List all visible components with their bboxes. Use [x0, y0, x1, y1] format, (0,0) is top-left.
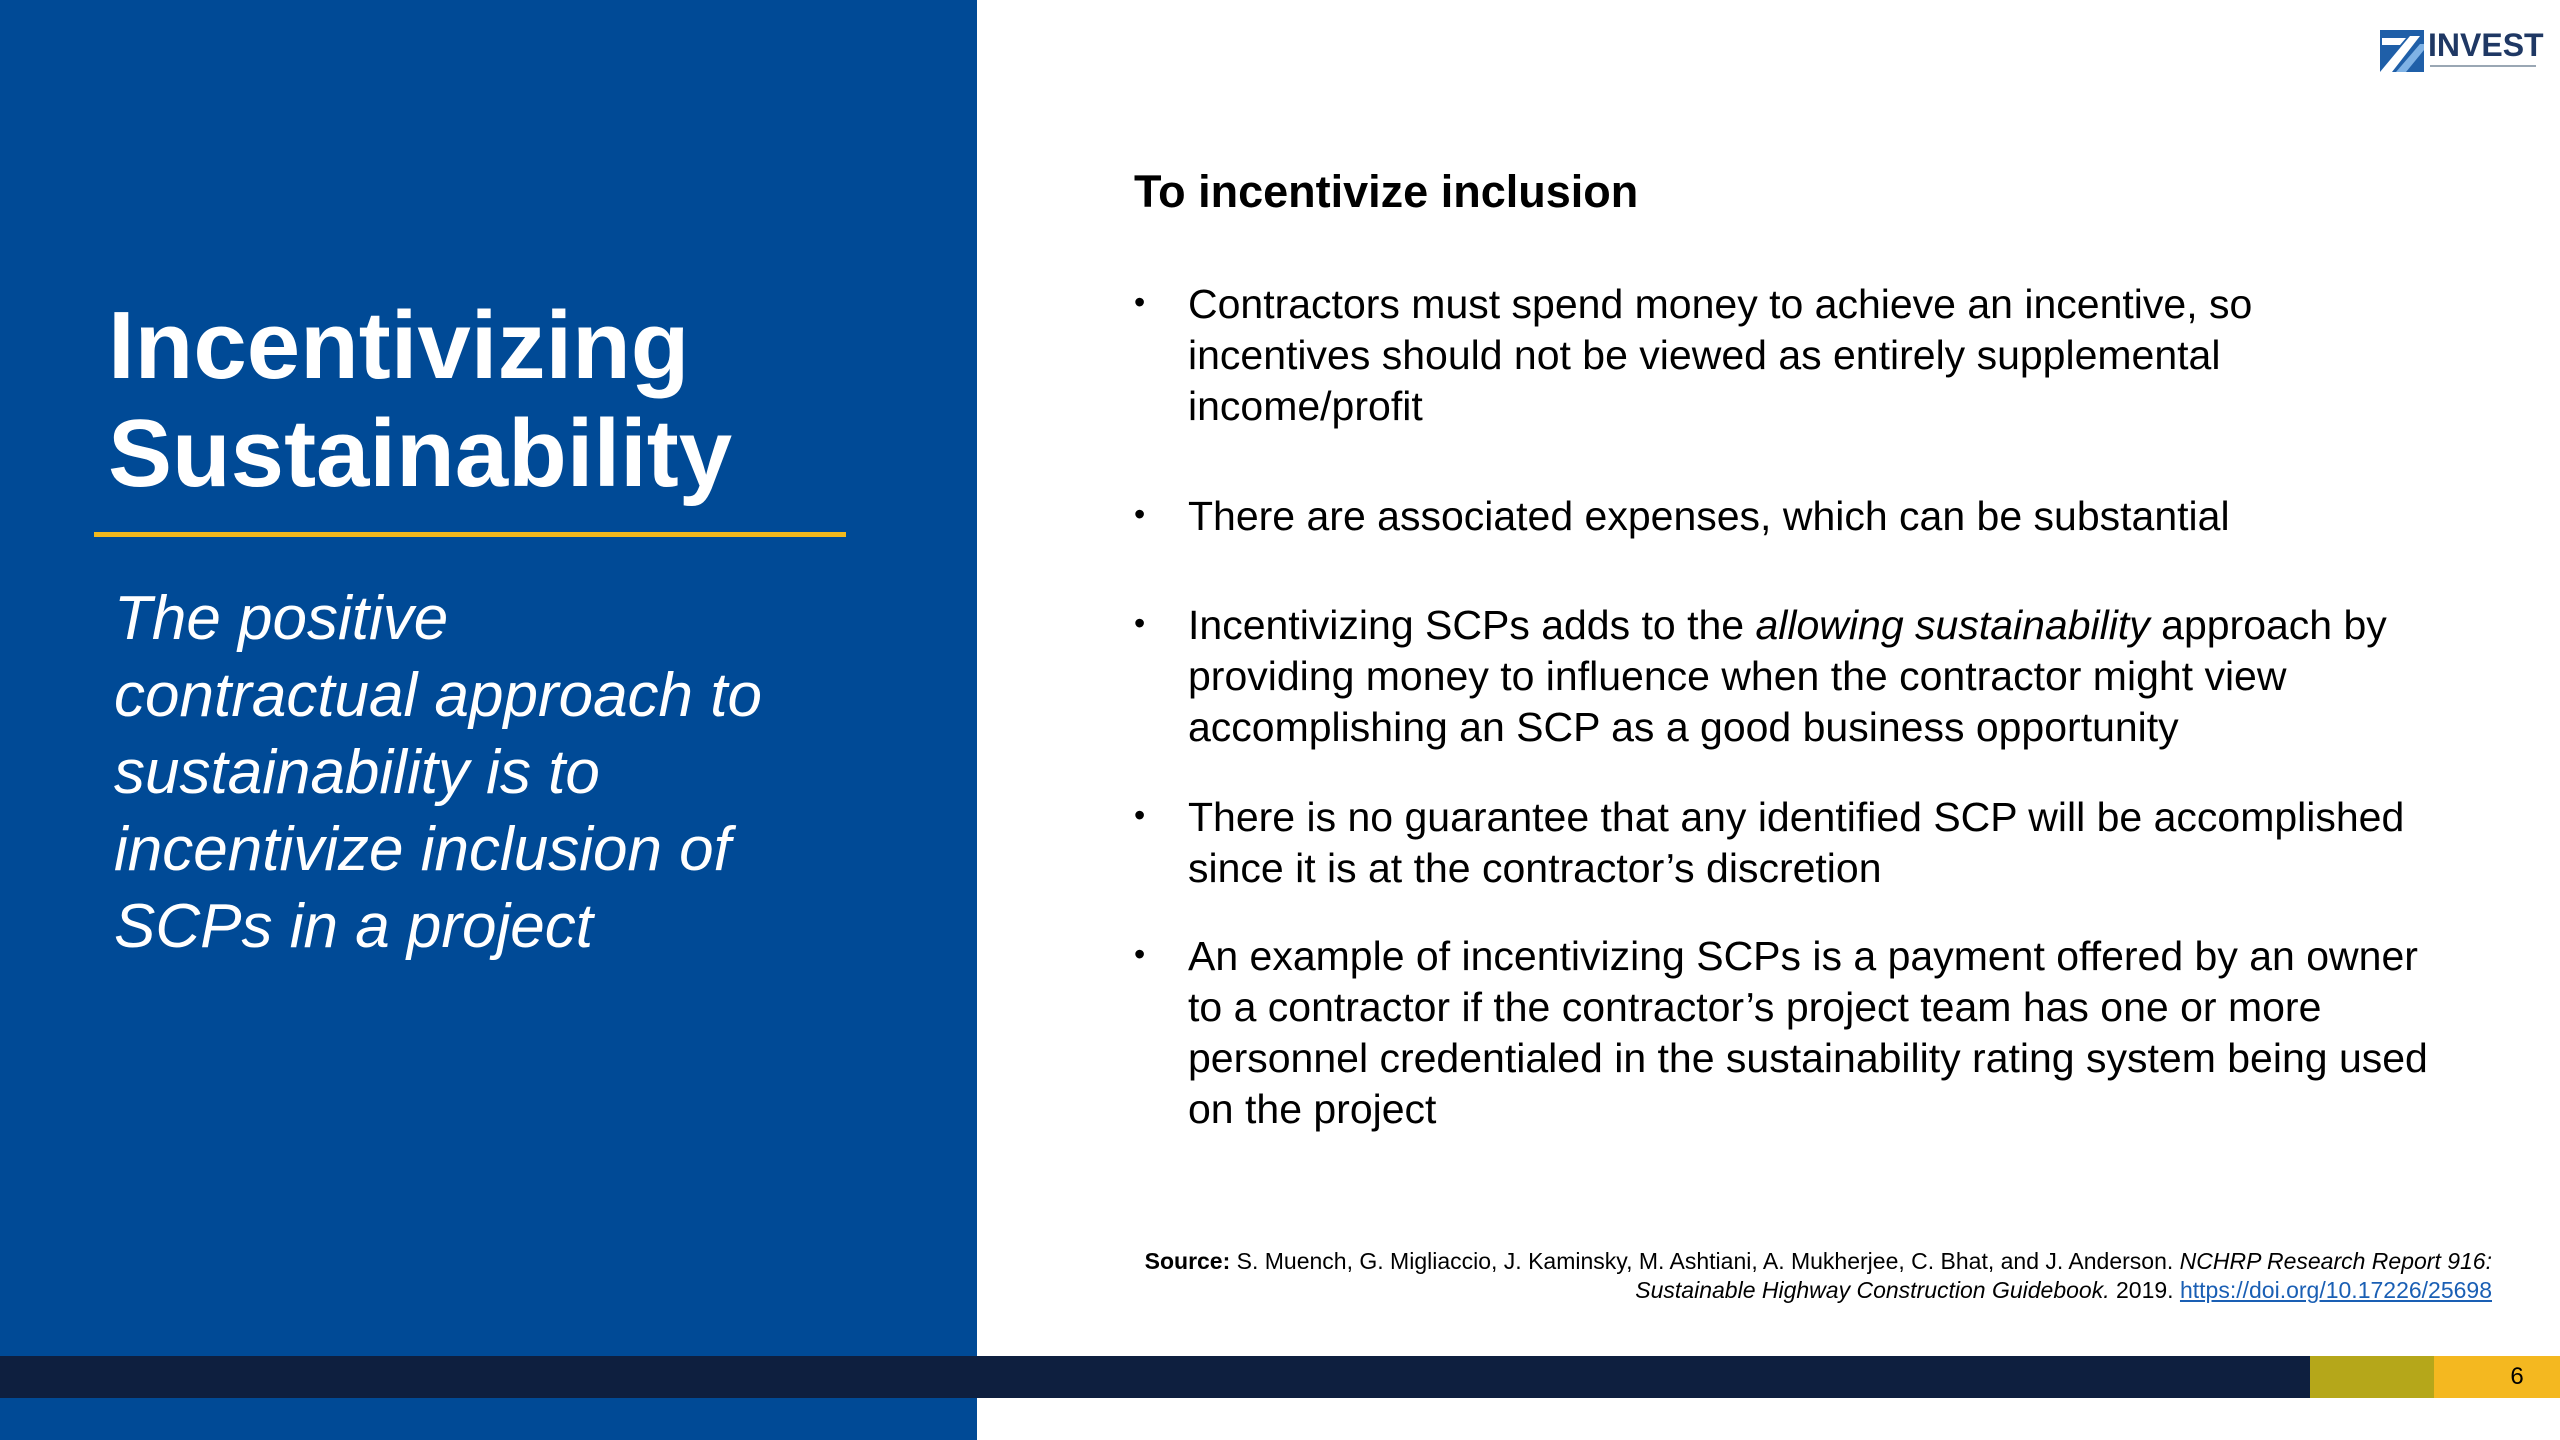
slide-subtitle: [114, 580, 874, 965]
subtitle-line: contractual approach to: [114, 661, 762, 730]
content-heading: To incentivize inclusion: [1134, 166, 1639, 217]
bullet-line: accomplishing an SCP as a good business opportunity: [1188, 704, 2179, 750]
page-number: 6: [2510, 1363, 2524, 1390]
bullet-line: There are associated expenses, which can be substantial: [1188, 493, 2230, 539]
bullet-dot: •: [1134, 797, 1146, 833]
subtitle-line: incentivize inclusion of: [114, 815, 731, 884]
title-underline-rule: [94, 532, 846, 537]
bullet-item: [1134, 600, 2514, 753]
invest-logo: [2380, 26, 2544, 76]
bullet-item: [1134, 279, 2514, 432]
bullet-text: [1134, 792, 2514, 894]
slide-title: [108, 292, 928, 508]
bullet-dot: •: [1134, 496, 1146, 532]
bullet-line: on the project: [1188, 1086, 1437, 1132]
bullet-line: An example of incentivizing SCPs is a payment offered by an owner: [1188, 933, 2418, 979]
footer-bar: [0, 1356, 2560, 1398]
bullet-text: [1134, 491, 2514, 542]
bullet-dot: •: [1134, 284, 1146, 320]
source-line-2: [972, 1276, 2492, 1305]
bullet-line: personnel credentialed in the sustainability rating system being used: [1188, 1035, 2428, 1081]
logo-tagline-mark: [2430, 64, 2536, 68]
source-line-1: [972, 1247, 2492, 1276]
source-doi-link[interactable]: https://doi.org/10.17226/25698: [2179, 1277, 2492, 1303]
bullet-text-segment: Incentivizing SCPs adds to the: [1188, 602, 1756, 648]
invest-road-logo-icon: [2380, 30, 2424, 72]
source-report-subtitle: Sustainable Highway Construction Guidebook.: [1635, 1277, 2110, 1303]
slide-title-line-2: Sustainability: [108, 400, 733, 507]
bullet-item: [1134, 491, 2514, 542]
bullet-line: incentives should not be viewed as entirely supplemental: [1188, 332, 2221, 378]
slide-title-line-1: Incentivizing: [108, 292, 690, 399]
footer-accent-olive: [2310, 1356, 2434, 1398]
subtitle-line: sustainability is to: [114, 738, 600, 807]
bullet-item: [1134, 931, 2514, 1135]
bullet-line: since it is at the contractor’s discretion: [1188, 845, 1882, 891]
logo-wordmark: INVEST: [2428, 27, 2544, 63]
source-citation: [972, 1247, 2492, 1305]
subtitle-line: SCPs in a project: [114, 892, 593, 961]
bullet-text: [1134, 931, 2514, 1135]
bullet-dot: •: [1134, 605, 1146, 641]
source-label: Source:: [1144, 1248, 1231, 1274]
bullet-text: [1134, 600, 2514, 753]
bullet-dot: •: [1134, 936, 1146, 972]
subtitle-line: The positive: [114, 584, 449, 653]
source-authors: S. Muench, G. Migliaccio, J. Kaminsky, M. Ashtiani, A. Mukherjee, C. Bhat, and J. Anderson.: [1230, 1248, 2180, 1274]
bullet-line: to a contractor if the contractor’s project team has one or more: [1188, 984, 2322, 1030]
bullet-text: [1134, 279, 2514, 432]
left-title-panel: [0, 0, 977, 1440]
source-year: 2019.: [2109, 1277, 2180, 1303]
source-report-title: NCHRP Research Report 916:: [2179, 1248, 2492, 1274]
bullet-line: There is no guarantee that any identified SCP will be accomplished: [1188, 794, 2405, 840]
bullet-line: providing money to influence when the contractor might view: [1188, 653, 2287, 699]
bullet-line: Contractors must spend money to achieve an incentive, so: [1188, 281, 2253, 327]
bullet-text-segment: approach by: [2149, 602, 2387, 648]
bullet-text-emphasis: allowing sustainability: [1755, 602, 2150, 648]
bullet-line: income/profit: [1188, 383, 1423, 429]
bullet-line: [1186, 600, 2514, 651]
bullet-item: [1134, 792, 2514, 894]
